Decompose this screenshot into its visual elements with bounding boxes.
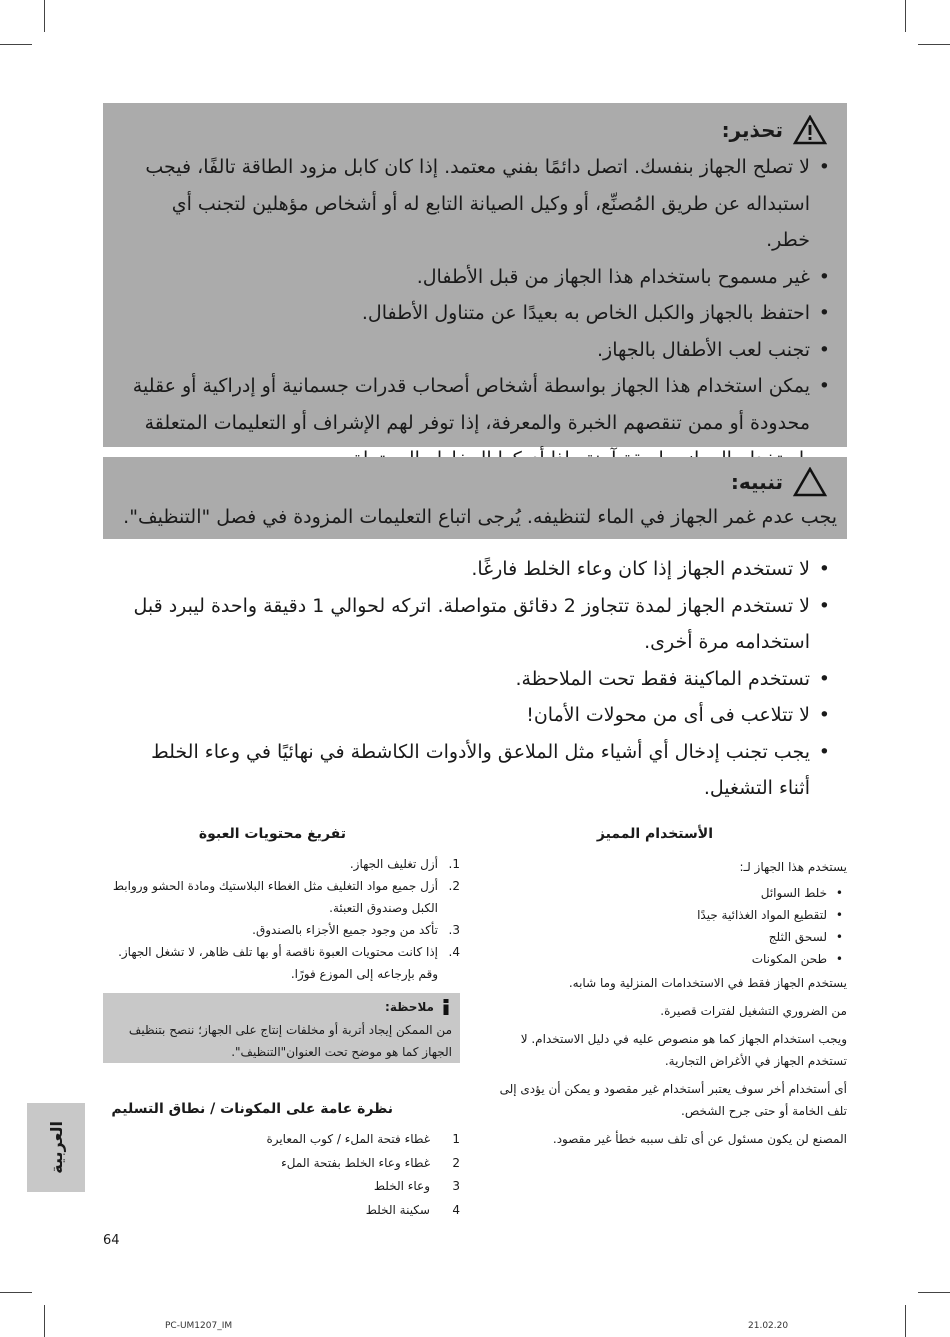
note-text: من الممكن إيجاد أتربة أو مخلفات إنتاج على الجهاز؛ ننصح بتنظيف الجهاز كما هو موضح تحت العنوان"التنظيف". [128,1023,452,1059]
warning-box [103,103,847,447]
intended-use-title: الأستخدام المميز [596,826,713,842]
list-item: • لا تصلح الجهاز بنفسك. اتصل دائمًا بفني معتمد. إذا كان كابل مزود الطاقة تالفًا، فيجب استبداله عن طريق المُصنِّع، أو وكيل الصيانة التابع له أو أشخاص مؤهلين لتجنب أي خطر. [130,149,830,259]
paragraph: أى أستخدام أخر سوف يعتبر أستخدام غير مقصود و يمكن أن يؤدى إلى تلف الخامة أو حتى جرح الشخص. [499,1082,847,1118]
intended-use-list [492,882,847,970]
note-heading [385,999,452,1015]
list-item: 4. إذا كانت محتويات العبوة ناقصة أو بها تلف ظاهر، لا تشغل الجهاز. وقم بإرجاعه إلى الموزع فورًا. [118,945,460,981]
doc-code: PC-UM1207_IM [165,1321,233,1331]
warning-list [130,149,830,478]
list-item: 4 سكينة الخلط [365,1202,460,1217]
language-tab-label: العربية [46,1121,66,1174]
intended-use-section [492,856,847,1150]
list-item: • يجب تجنب إدخال أي أشياء مثل الملاعق والأدوات الكاشطة في نهائيًا في وعاء الخلط أثناء التشغيل. [130,734,830,807]
overview-title: نظرة عامة على المكونات / نطاق التسليم [111,1101,393,1117]
list-item: 2 غطاء وعاء الخلط بفتحة الملء [281,1155,460,1170]
list-item: • احتفظ بالجهاز والكبل الخاص به بعيدًا عن متناول الأطفال. [130,295,830,332]
caution-heading [731,467,827,497]
list-item: • غير مسموح باستخدام هذا الجهاز من قبل الأطفال. [130,259,830,296]
list-item: 3 وعاء الخلط [373,1179,460,1193]
paragraph: يستخدم الجهاز فقط في الاستخدامات المنزلية وما شابه. [568,976,847,990]
page-number: 64 [103,1233,120,1248]
list-item: • يمكن استخدام هذا الجهاز بواسطة أشخاص أصحاب قدرات جسمانية أو إدراكية أو عقلية محدودة أو ممن تنقصهم الخبرة والمعرفة، إذا توفر لهم الإشراف أو التعليمات المتعلقة [130,368,830,478]
paragraph: المصنع لن يكون مسئول عن أى تلف سببه خطأ غير مقصود. [552,1132,847,1146]
paragraph: من الضروري التشغيل لفترات قصيرة. [660,1004,847,1018]
unpacking-title: تفريغ محتويات العبوة [198,826,346,842]
caution-box [103,457,847,539]
warning-title: تحذير: [721,118,783,142]
note-title: ملاحظة: [385,1000,434,1014]
crop-mark [0,44,32,45]
list-item: • تجنب لعب الأطفال بالجهاز. [130,332,830,369]
list-item: 2. أزل جميع مواد التغليف مثل الغطاء البلاستيك ومادة الحشو وروابط الكبل وصندوق التعبئة. [112,879,460,915]
crop-mark [44,1305,45,1337]
caution-title: تنبيه: [730,470,783,494]
crop-mark [918,1292,950,1293]
list-item: • لا تستخدم الجهاز إذا كان وعاء الخلط فارغًا. [130,551,830,588]
list-item: 3. تأكد من وجود جميع الأجزاء بالصندوق. [252,923,460,937]
paragraph: ويجب استخدام الجهاز كما هو منصوص عليه في دليل الاستخدام. لا تستخدم الجهاز في الأغراض التجارية. [520,1032,847,1068]
info-icon [440,999,452,1015]
list-item: 1 غطاء فتحة الملء / كوب المعايرة [266,1132,460,1146]
caution-text: يجب عدم غمر الجهاز في الماء لتنظيفه. يُرجى اتباع التعليمات المزودة في فصل "التنظيف". [123,506,837,528]
overview-list [103,1128,460,1222]
language-tab [27,1103,85,1192]
crop-mark [905,1305,906,1337]
list-item: • خلط السوائل [760,886,843,900]
list-item: • لا تستخدم الجهاز لمدة تتجاوز 2 دقائق متواصلة. اتركه لحوالي 1 دقيقة واحدة ليبرد قبل استخدامه مرة أخرى. [130,588,830,661]
crop-mark [918,44,950,45]
crop-mark [0,1292,32,1293]
list-item: • لتقطيع المواد الغذائية جيدًا [697,908,843,922]
list-item: • طحن المكونات [751,952,843,966]
general-safety-list [130,551,830,807]
crop-mark [905,0,906,32]
caution-triangle-icon [793,467,827,497]
warning-triangle-icon [793,115,827,145]
warning-heading [722,115,827,145]
list-item: • تستخدم الماكينة فقط تحت الملاحظة. [130,661,830,698]
note-box [103,993,460,1063]
doc-date: 21.02.20 [748,1321,789,1331]
crop-mark [44,0,45,32]
unpacking-list [103,853,460,985]
list-item: 1. أزل تغليف الجهاز. [349,857,460,871]
list-item: • لسحق الثلج [768,930,843,944]
list-item: • لا تتلاعب فى أى من محولات الأمان! [130,697,830,734]
intended-use-intro: يستخدم هذا الجهاز لـ: [739,860,847,874]
